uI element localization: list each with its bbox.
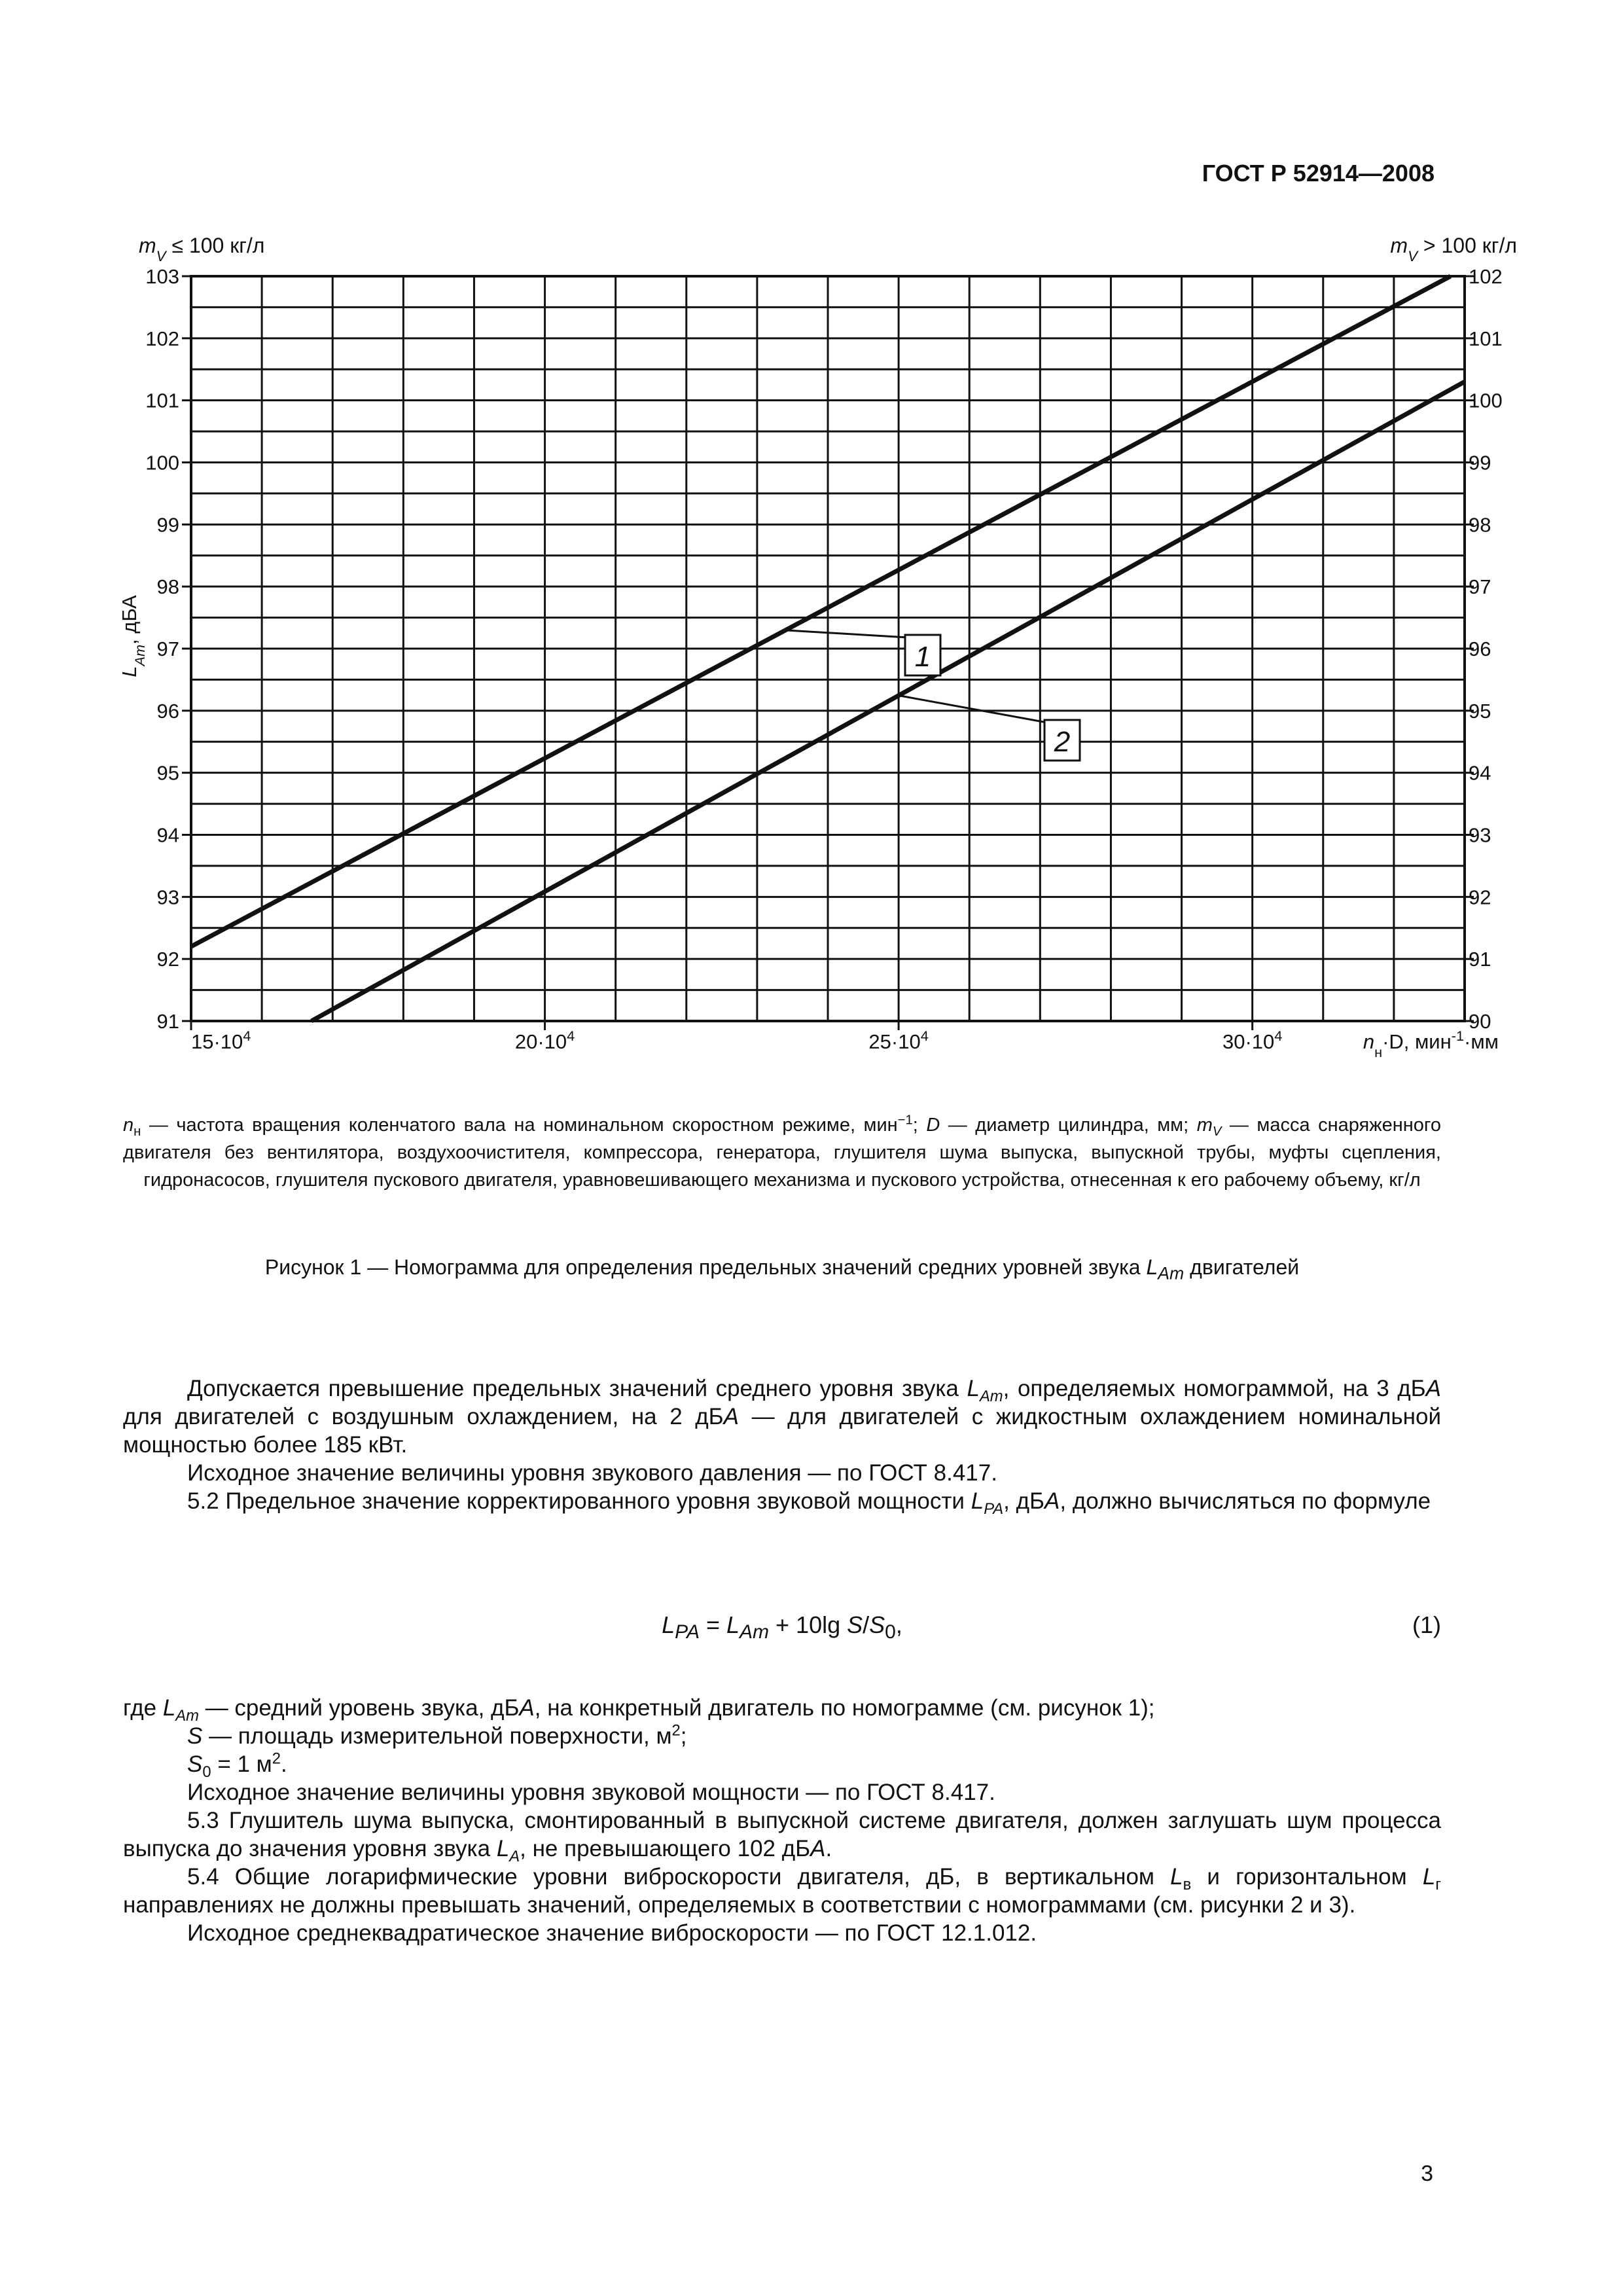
paragraph-vibration-ref: Исходное среднеквадратическое значение виброскорости — по ГОСТ 12.1.012.: [187, 1920, 1037, 1946]
paragraph-5-4: 5.4 Общие логарифмические уровни виброскорости двигателя, дБ, в вертикальном $L_в$ и горизонтальном $L_г$ направлениях не должны превышать значений, определяемых в соответствии с номограммами (см. рисунки 2 и 3).: [123, 1864, 1441, 1918]
right-tick-label: 97: [1469, 575, 1491, 599]
formula-1: $L_{PA} = L_{Am} + 10\lg$ $S/S_0$, (1): [662, 1611, 1441, 1643]
where-lam: где $L_{Am}$ — средний уровень звука, дБА, на конкретный двигатель по номограмме (см. рисунок 1);: [123, 1695, 1155, 1725]
x-axis-label: $n_н\cdot D$, мин$^{-1}$·мм: [1363, 1027, 1499, 1060]
left-tick-label: 92: [156, 948, 179, 971]
right-tick-label: 92: [1469, 886, 1491, 909]
series-line-1: [191, 276, 1450, 946]
left-tick-label: 94: [156, 823, 179, 847]
left-tick-label: 91: [156, 1010, 179, 1033]
left-tick-label: 93: [156, 886, 179, 909]
paragraph-pressure-ref: Исходное значение величины уровня звукового давления — по ГОСТ 8.417.: [187, 1460, 997, 1486]
figure-caption: Рисунок 1 — Номограмма для определения предельных значений средних уровней звука $L_{Am}$ двигателей: [264, 1255, 1300, 1283]
paragraph-5-2: 5.2 Предельное значение корректированного уровня звуковой мощности $L_{PA}$, дБА, должно вычисляться по формуле: [187, 1488, 1431, 1518]
x-tick-label: $15\cdot 10^4$: [191, 1027, 251, 1053]
paragraph-noise-excess: Допускается превышение предельных значений среднего уровня звука $L_{Am}$, определяемых номограммой, на 3 дБА для двигателей с воздушным охлаждением, на 2 дБА — для двигателей с жидкостным охлаждением номинальной мощностью более 185 кВт.: [123, 1376, 1441, 1458]
paragraph-power-ref: Исходное значение величины уровня звуковой мощности — по ГОСТ 8.417.: [187, 1780, 995, 1805]
paragraph-5-3: 5.3 Глушитель шума выпуска, смонтированный в выпускной системе двигателя, должен заглушать шум процесса выпуска до значения уровня звука $L_A$, не превышающего 102 дБА.: [123, 1808, 1441, 1865]
where-s0: $S_0 = 1$ $м^2$.: [187, 1749, 287, 1781]
right-tick-label: 96: [1469, 637, 1491, 660]
right-tick-label: 90: [1469, 1010, 1491, 1033]
main-text-block-1: [123, 1374, 1441, 1518]
right-tick-label: 101: [1469, 327, 1503, 350]
right-tick-label: 102: [1469, 265, 1503, 288]
left-tick-label: 103: [145, 265, 179, 288]
right-tick-label: 99: [1469, 451, 1491, 475]
right-tick-label: 95: [1469, 699, 1491, 723]
right-axis-header: $m_V > 100$ кг/л: [1390, 234, 1517, 264]
main-text-block-2: [123, 1694, 1441, 1947]
y-axis-label: $L_{Am}$, дБА: [118, 595, 148, 677]
right-tick-label: 93: [1469, 823, 1491, 847]
left-axis-header: $m_V \le 100$ кг/л: [139, 234, 265, 264]
left-tick-label: 102: [145, 327, 179, 350]
left-tick-label: 100: [145, 451, 179, 475]
x-tick-label: $30\cdot 10^4$: [1222, 1027, 1283, 1053]
right-tick-label: 91: [1469, 948, 1491, 971]
callout-label-1: 1: [914, 641, 931, 673]
right-tick-label: 94: [1469, 761, 1491, 785]
nomogram-chart: [98, 216, 1525, 1080]
document-header: ГОСТ Р 52914—2008: [1202, 160, 1435, 187]
left-tick-label: 95: [156, 761, 179, 785]
formula-number: (1): [1412, 1611, 1441, 1638]
left-tick-label: 98: [156, 575, 179, 599]
x-tick-label: $25\cdot 10^4$: [868, 1027, 929, 1053]
left-tick-label: 101: [145, 389, 179, 412]
x-tick-label: $20\cdot 10^4$: [514, 1027, 575, 1053]
callout-leader: [785, 630, 908, 637]
left-tick-label: 97: [156, 637, 179, 660]
right-tick-label: 100: [1469, 389, 1503, 412]
where-s: S — площадь измерительной поверхности, $м^2$;: [187, 1721, 687, 1749]
page-number: 3: [1421, 2161, 1433, 2186]
left-tick-label: 96: [156, 699, 179, 723]
callout-leader: [899, 696, 1047, 723]
callout-label-2: 2: [1054, 726, 1071, 758]
figure-legend-note: $n_н$ — частота вращения коленчатого вала на номинальном скоростном режиме, мин$^{-1}$; D — диаметр цилиндра, мм; $m_V$ — масса снаряженного двигателя без вентилятора, воздухоочистителя, компрессора, генератора, глушителя шума выпуска, выпускной трубы, муфты сцепления, гидронасосов, глушителя пускового двигателя, уравновешивающего механизма и пускового устройства, отнесенная к его рабочему объему, кг/л: [123, 1113, 1441, 1191]
series-line-2: [312, 382, 1465, 1021]
left-tick-label: 99: [156, 513, 179, 537]
right-tick-label: 98: [1469, 513, 1491, 537]
